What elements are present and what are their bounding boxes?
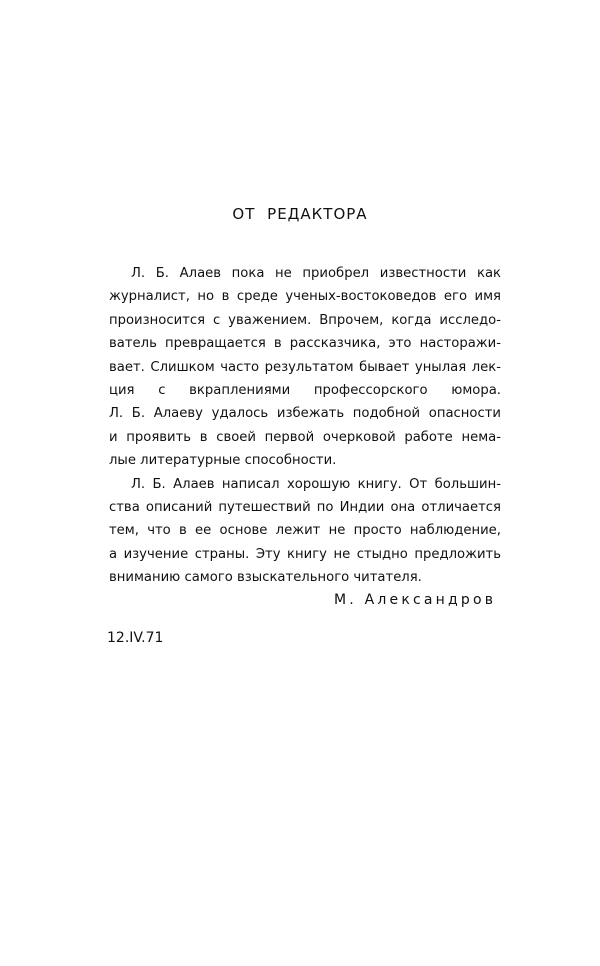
text-line: вниманию самого взыскательного читателя. xyxy=(109,570,422,586)
text-line: а изучение страны. Эту книгу не стыдно предложить xyxy=(109,546,501,562)
text-line: и проявить в своей первой очерковой работе немa- xyxy=(109,429,501,445)
text-line: Л. Б. Алаев написал хорошую книгу. От большин- xyxy=(131,476,501,492)
text-line: лые литературные способности. xyxy=(109,453,337,469)
date: 12.IV.71 xyxy=(107,630,164,646)
text-line: ция с вкраплениями профессорского юмора. xyxy=(109,382,501,398)
text-line: произносится с уважением. Впрочем, когда исследо- xyxy=(109,312,501,328)
paragraph-1 xyxy=(109,262,501,473)
text-line: ства описаний путешествий по Индии она отличается xyxy=(109,499,501,515)
text-line: Л. Б. Алаеву удалось избежать подобной опасности xyxy=(109,406,501,422)
signature: М. Александров xyxy=(334,592,497,608)
editor-note-body xyxy=(109,262,501,589)
paragraph-2 xyxy=(109,473,501,590)
text-line: ватель превращается в рассказчика, это насторажи- xyxy=(109,336,501,352)
text-line: вает. Слишком часто результатом бывает унылая лек- xyxy=(109,359,501,375)
text-line: тем, что в ее основе лежит не просто наблюдение, xyxy=(109,523,501,539)
page-title: ОТ РЕДАКТОРА xyxy=(232,205,368,223)
text-line: журналист, но в среде ученых-востоковедов его имя xyxy=(109,289,501,305)
text-line: Л. Б. Алаев пока не приобрел известности как xyxy=(131,266,501,281)
